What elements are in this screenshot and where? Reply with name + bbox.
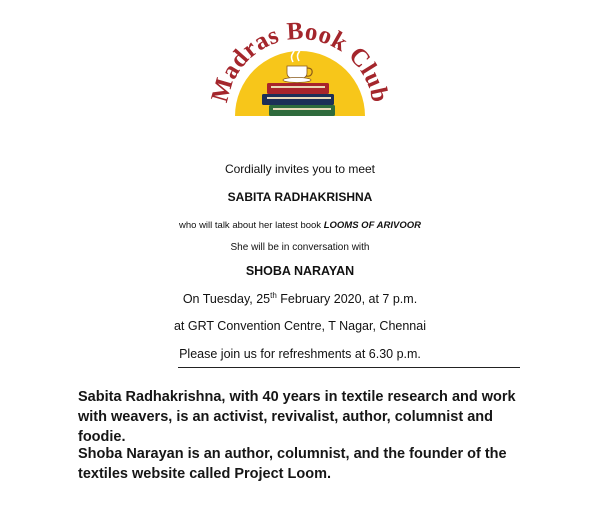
date-suffix: th bbox=[270, 290, 277, 300]
date-rest: February 2020, at 7 p.m. bbox=[276, 292, 418, 306]
guest-name: SHOBA NARAYAN bbox=[245, 264, 355, 278]
talk-prefix: who will talk about her latest book bbox=[179, 220, 324, 231]
madras-book-club-logo bbox=[205, 12, 395, 130]
conversation-line: She will be in conversation with bbox=[230, 242, 370, 253]
logo-text: Madras Book Club bbox=[206, 17, 394, 106]
book-title: LOOMS OF ARIVOOR bbox=[323, 220, 421, 231]
date-line bbox=[0, 292, 600, 306]
invite-line: Cordially invites you to meet bbox=[224, 162, 376, 176]
talk-line bbox=[0, 220, 600, 231]
shoba-bio: Shoba Narayan is an author, columnist, and the founder of the textiles website called Project Loom. bbox=[78, 446, 507, 482]
date-prefix: On Tuesday, 25 bbox=[182, 292, 271, 306]
books-stack-icon bbox=[262, 83, 335, 116]
divider bbox=[178, 367, 520, 368]
sabita-bio: Sabita Radhakrishna, with 40 years in textile research and work with weavers, is an activist, revivalist, author, columnist and foodie. bbox=[78, 389, 516, 445]
venue-line: at GRT Convention Centre, T Nagar, Chennai bbox=[173, 319, 426, 333]
logo-graphic bbox=[205, 12, 395, 130]
refreshments-line: Please join us for refreshments at 6.30 p.m. bbox=[179, 347, 421, 361]
author-name: SABITA RADHAKRISHNA bbox=[227, 190, 373, 204]
